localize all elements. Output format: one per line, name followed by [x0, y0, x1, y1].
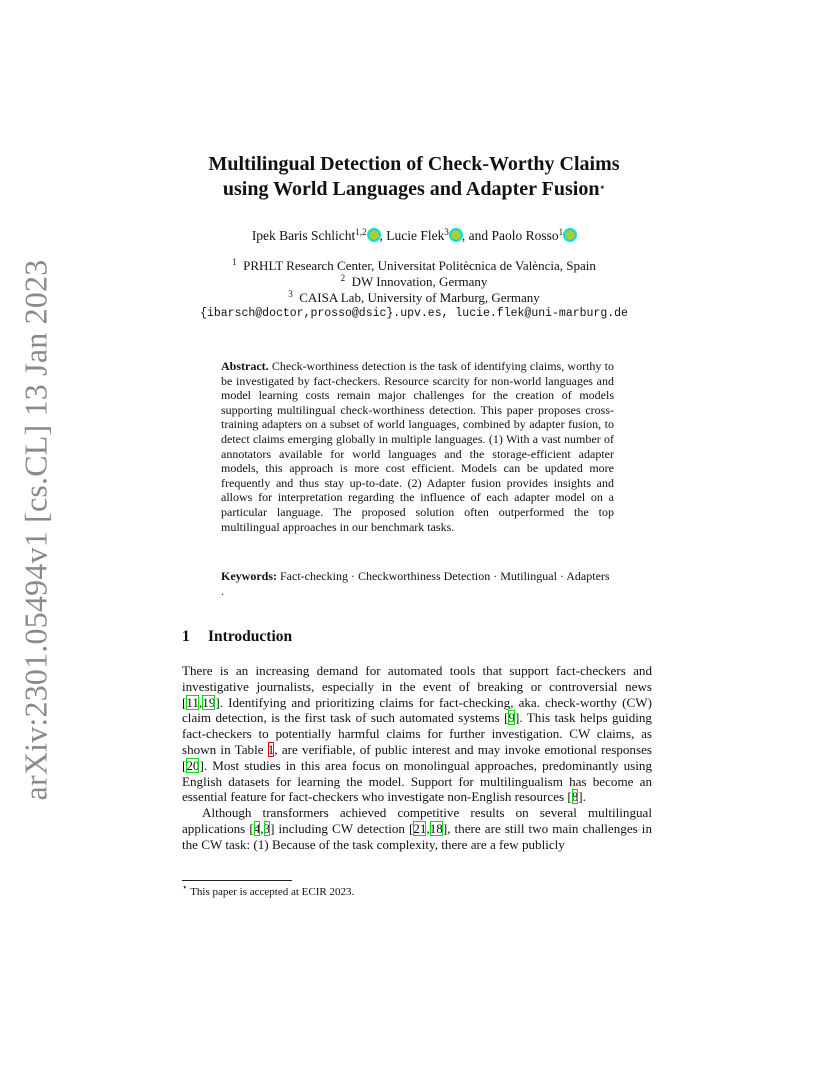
keywords	[221, 569, 614, 598]
affiliation-line: $^2$ DW Innovation, Germany	[340, 273, 488, 289]
paragraph: There is an increasing demand for automated tools that support fact-checkers and investigative journalists, especially in the event of breaking or controversial news [11,19]. Identifying and prioritizing claims for fact-checking, aka. check-worthy (CW) claim detection, is the first task of such automated systems [9]. This task helps guiding fact-checkers to potentially harmful claims for further investigation. CW claims, as shown in Table 1, are verifiable, of public interest and may invoke emotional responses [20]. Most studies in this area focus on monolingual approaches, predominantly using English datasets for learning the model. Support for multilingualism has become an essential feature for fact-checkers who investigate non-English resources [8].	[182, 663, 652, 805]
table-reference-link[interactable]: 1	[267, 741, 275, 757]
title-line-1: Multilingual Detection of Check-Worthy Claims	[208, 153, 620, 175]
citation-link[interactable]: 20	[186, 757, 200, 773]
keywords-text: Fact-checking · Checkworthiness Detection · Mutilingual · Adapters .	[221, 569, 610, 598]
citation-link[interactable]: 3	[263, 820, 271, 836]
citation-link[interactable]: 11	[186, 694, 199, 710]
orcid-icon[interactable]	[564, 229, 576, 241]
abstract	[221, 359, 614, 534]
author-name: Lucie Flek	[386, 228, 445, 243]
title-footnote-mark[interactable]: ⋆	[599, 182, 606, 192]
abstract-text: Check-worthiness detection is the task of identifying claims, worthy to be investigated by fact-checkers. Resource scarcity for non-world languages and model learning costs remain major challenges for the creation of models supporting multilingual check-worthiness detection. This paper proposes cross-training adapters on a subset of world languages, combined by adapter fusion, to detect claims emerging globally in multiple languages. (1) With a vast number of annotators available for world languages and the storage-efficient adapter models, this approach is more cost efficient. Models can be updated more frequently and thus stay up-to-date. (2) Adapter fusion provides insights and allows for interpretation regarding the influence of each adapter model on a particular language. The proposed solution often outperformed the top multilingual approaches in our benchmark tasks.	[221, 359, 615, 534]
section-title: Introduction	[208, 628, 293, 645]
citation-link[interactable]: 19	[202, 694, 216, 710]
affiliations	[140, 258, 688, 322]
affiliation-line: $^3$ CAISA Lab, University of Marburg, Germany	[288, 289, 540, 305]
orcid-icon[interactable]	[450, 229, 462, 241]
citation-link[interactable]: 4	[253, 820, 261, 836]
author-list: Ipek Baris Schlicht$^{1,2}$ , Lucie Flek$^3$ , and Paolo Rosso$^1$	[140, 228, 688, 244]
paper-title	[140, 152, 688, 202]
affiliation-line: $^1$ PRHLT Research Center, Universitat Politècnica de València, Spain	[232, 257, 596, 273]
author-name: Ipek Baris Schlicht	[251, 228, 356, 243]
footnote-text: This paper is accepted at ECIR 2023.	[190, 886, 355, 898]
keywords-label: Keywords:	[221, 569, 277, 583]
section-number: 1	[182, 628, 190, 645]
citation-link[interactable]: 9	[508, 710, 515, 726]
body-text	[182, 663, 652, 853]
paragraph: Although transformers achieved competitive results on several multilingual applications [4,3] including CW detection [21,18], there are still two main challenges in the CW task: (1) Because of the task complexity, there are a few publicly	[182, 805, 652, 852]
abstract-label: Abstract.	[221, 359, 269, 373]
citation-link[interactable]: 8	[571, 789, 579, 805]
author-emails[interactable]: {ibarsch@doctor,prosso@dsic}.upv.es, lucie.flek@uni-marburg.de	[200, 307, 628, 320]
footnote-mark: ⋆	[182, 882, 188, 892]
section-heading	[182, 628, 292, 646]
citation-link[interactable]: 18	[429, 820, 443, 836]
footnote	[182, 882, 355, 898]
citation-link[interactable]: 21	[413, 820, 427, 836]
author-name: and Paolo Rosso	[468, 228, 559, 243]
footnote-rule	[182, 880, 292, 881]
title-line-2: using World Languages and Adapter Fusion⋆	[222, 178, 606, 200]
orcid-icon[interactable]	[368, 229, 380, 241]
arxiv-identifier: arXiv:2301.05494v1 [cs.CL] 13 Jan 2023	[17, 259, 54, 801]
